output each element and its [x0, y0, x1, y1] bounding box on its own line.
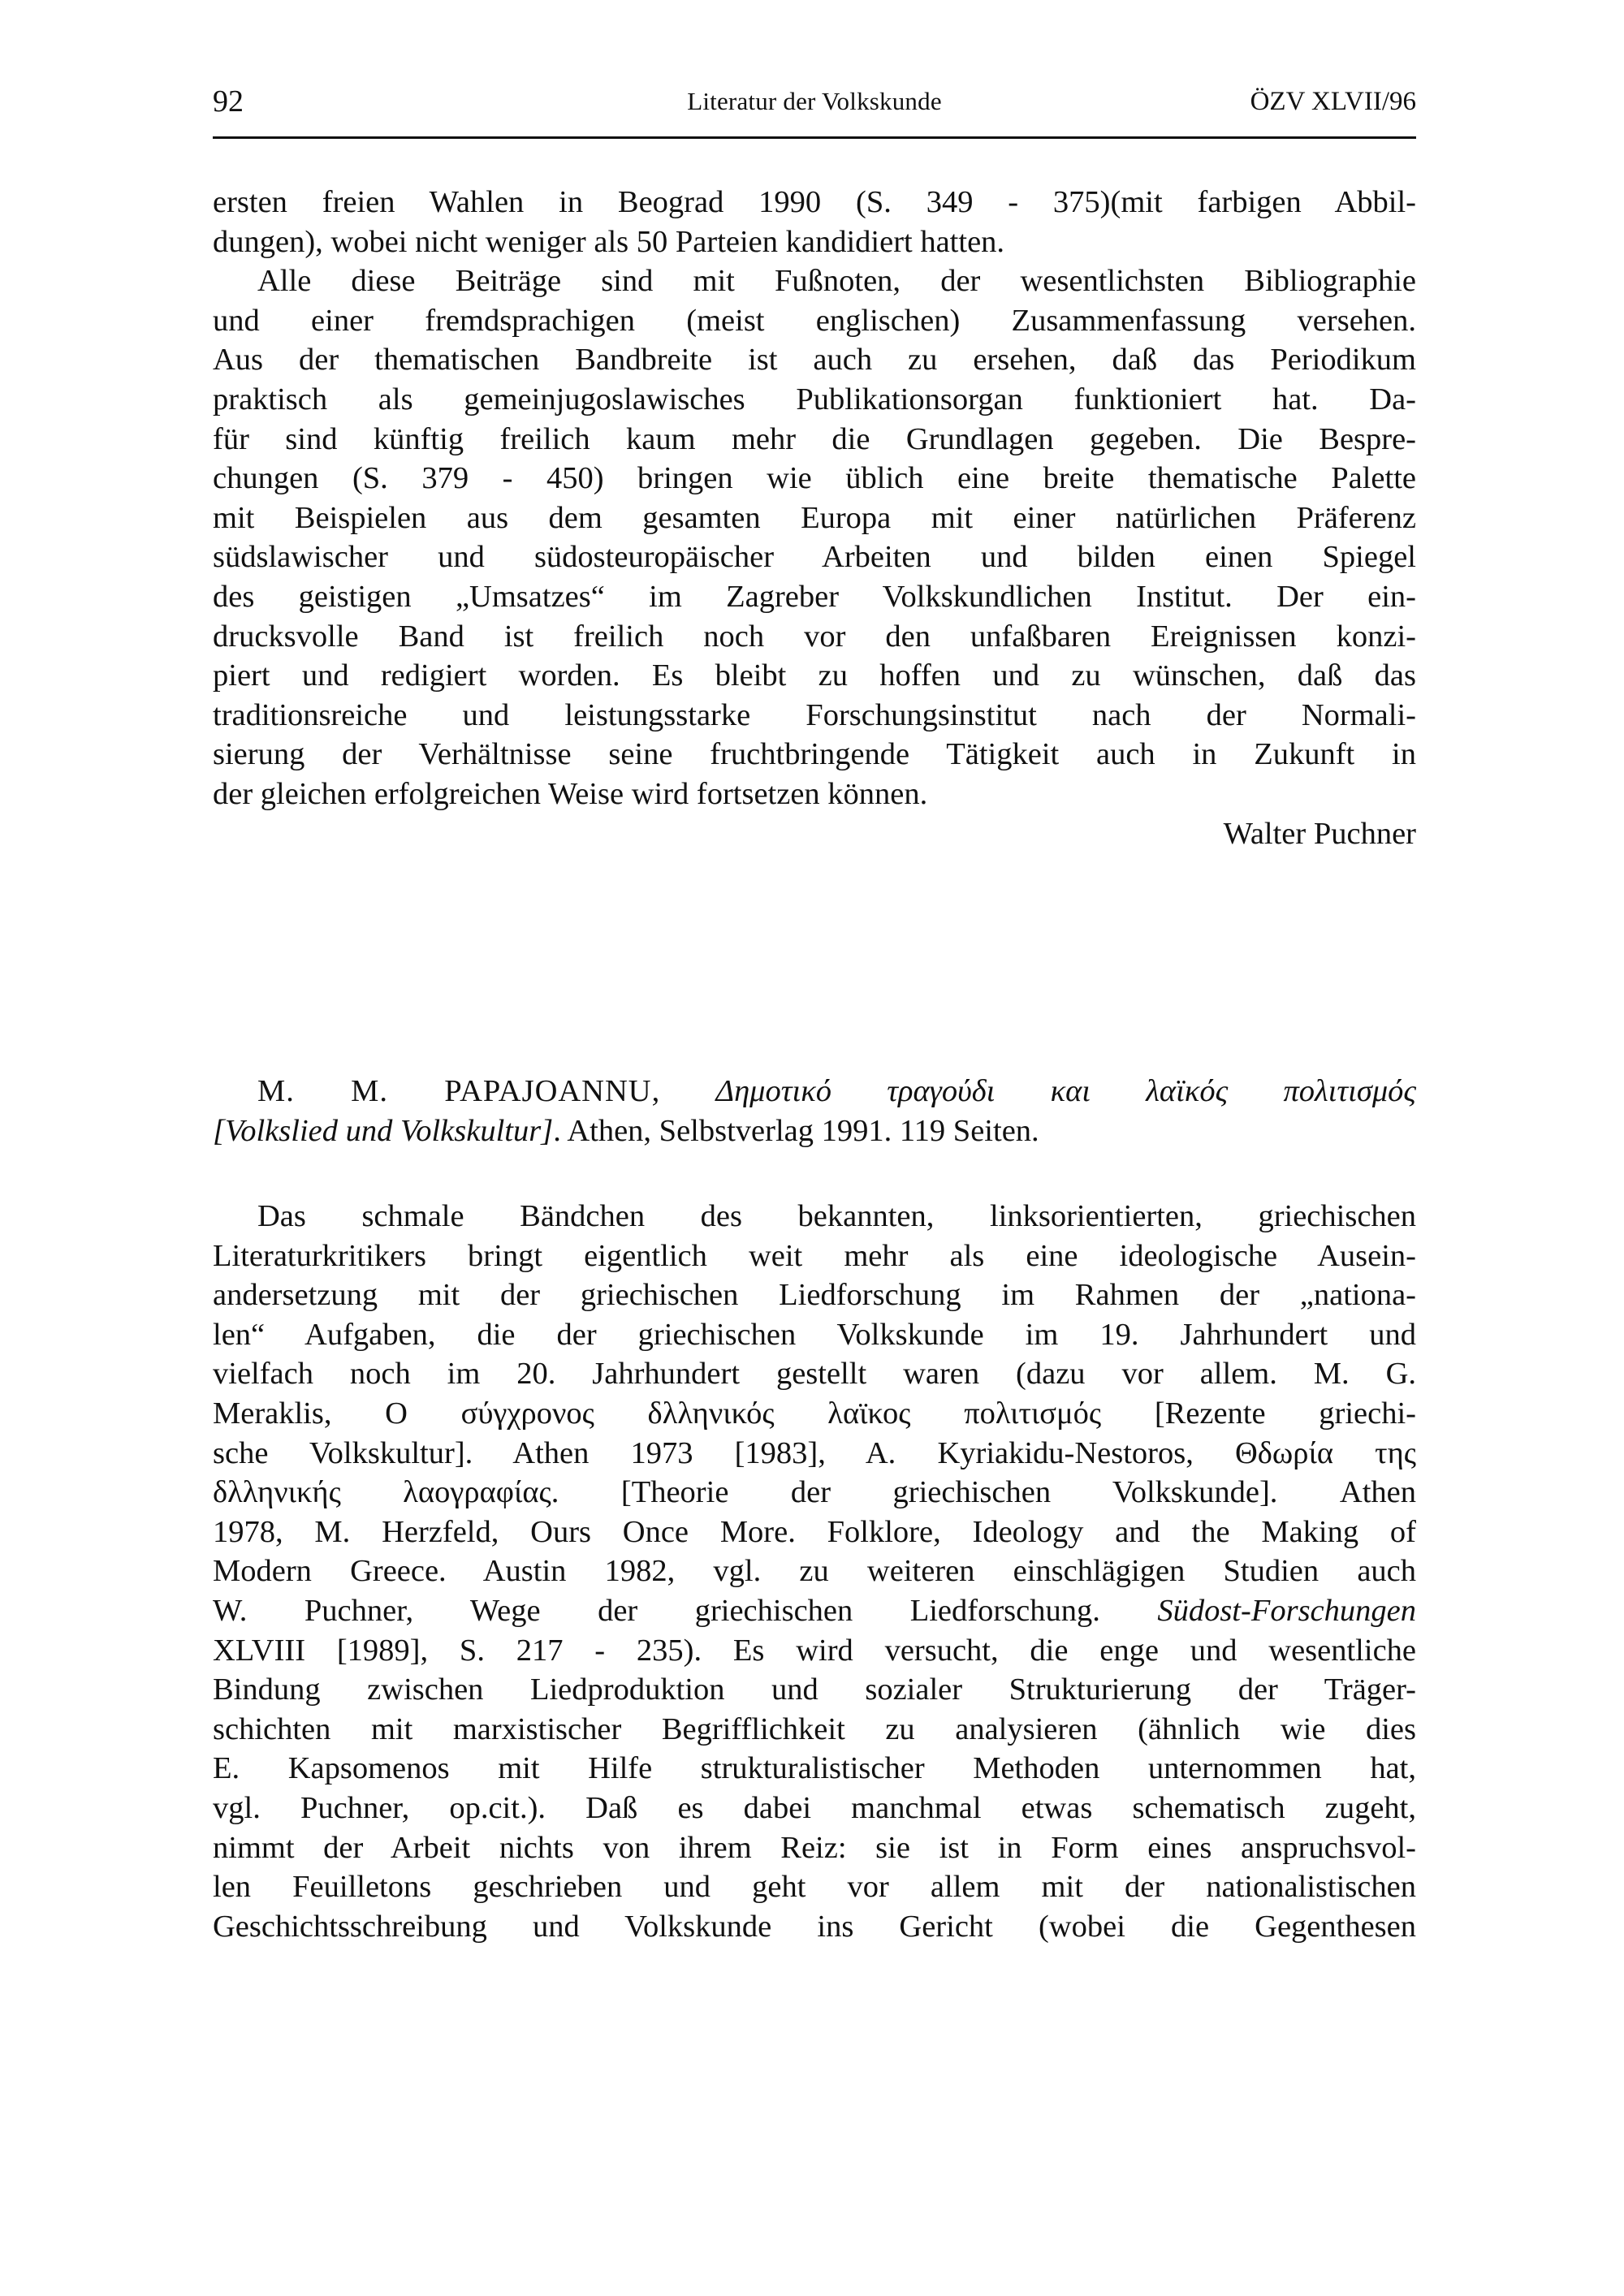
- text-line: sche Volkskultur]. Athen 1973 [1983], A. Kyriakidu-Nestoros, Θδωρία της: [213, 1435, 1416, 1470]
- text-line: südslawischer und südosteuropäischer Arbeiten und bilden einen Spiegel: [213, 540, 1416, 575]
- text-line: Literaturkritikers bringt eigentlich weit mehr als eine ideologische Ausein-: [213, 1238, 1416, 1273]
- journal-reference: ÖZV XLVII/96: [1250, 87, 1416, 116]
- text-line: [213, 1591, 1416, 1631]
- text-line: drucksvolle Band ist freilich noch vor den unfaßbaren Ereignissen konzi-: [213, 619, 1416, 654]
- text-line: mit Beispielen aus dem gesamten Europa mit einer natürlichen Präferenz: [213, 500, 1416, 535]
- translated-title: [Volkslied und Volkskultur]: [213, 1113, 554, 1148]
- text-line: andersetzung mit der griechischen Liedforschung im Rahmen der „nationa-: [213, 1278, 1416, 1313]
- text-line: 1978, M. Herzfeld, Ours Once More. Folklore, Ideology and the Making of: [213, 1514, 1416, 1549]
- running-head: [213, 81, 1416, 122]
- citation-line: [213, 1111, 1416, 1151]
- section-title: Literatur der Volkskunde: [687, 87, 942, 115]
- text-line: für sind künftig freilich kaum mehr die Grundlagen gegeben. Die Bespre-: [213, 421, 1416, 456]
- text-line: Alle diese Beiträge sind mit Fußnoten, der wesentlichsten Bibliographie: [257, 264, 1416, 299]
- review-1-body: [213, 183, 1416, 853]
- text-line: vgl. Puchner, op.cit.). Daß es dabei manchmal etwas schematisch zugeht,: [213, 1790, 1416, 1825]
- text-line: piert und redigiert worden. Es bleibt zu hoffen und zu wünschen, daß das: [213, 658, 1416, 693]
- text-line: Aus der thematischen Bandbreite ist auch zu ersehen, daß das Periodikum: [213, 343, 1416, 378]
- text-line: praktisch als gemeinjugoslawisches Publikationsorgan funktioniert hat. Da-: [213, 382, 1416, 416]
- text-line: der gleichen erfolgreichen Weise wird fortsetzen können.: [213, 776, 928, 811]
- greek-title: Δημοτικό τραγούδι και λαϊκός πολιτισμός: [715, 1074, 1417, 1108]
- text-line: len“ Aufgaben, die der griechischen Volkskunde im 19. Jahrhundert und: [213, 1317, 1416, 1352]
- text-line: und einer fremdsprachigen (meist englischen) Zusammenfassung versehen.: [213, 303, 1416, 338]
- journal-title-italic: Südost-Forschungen: [1157, 1593, 1416, 1628]
- text-line: len Feuilletons geschrieben und geht vor allem mit der nationalistischen: [213, 1870, 1416, 1905]
- review-2-citation: [213, 1072, 1416, 1150]
- publication-info: . Athen, Selbstverlag 1991. 119 Seiten.: [553, 1113, 1039, 1148]
- review-2-body: [213, 1197, 1416, 1946]
- text-line: E. Kapsomenos mit Hilfe strukturalistischer Methoden unternommen hat,: [213, 1751, 1416, 1786]
- text-line: chungen (S. 379 - 450) bringen wie üblich eine breite thematische Palette: [213, 461, 1416, 496]
- text-line: schichten mit marxistischer Begrifflichkeit zu analysieren (ähnlich wie dies: [213, 1711, 1416, 1746]
- text-line: ersten freien Wahlen in Beograd 1990 (S. 349 - 375)(mit farbigen Abbil-: [213, 185, 1416, 219]
- text-line: Modern Greece. Austin 1982, vgl. zu weiteren einschlägigen Studien auch: [213, 1554, 1416, 1589]
- citation-line: [213, 1072, 1416, 1111]
- text-line: des geistigen „Umsatzes“ im Zagreber Volkskundlichen Institut. Der ein-: [213, 579, 1416, 614]
- document-page: [213, 0, 1416, 2296]
- text-line: nimmt der Arbeit nichts von ihrem Reiz: sie ist in Form eines anspruchsvol-: [213, 1830, 1416, 1865]
- review-author: M. M. PAPAJOANNU,: [257, 1074, 661, 1108]
- text-line: Das schmale Bändchen des bekannten, linksorientierten, griechischen: [257, 1199, 1416, 1233]
- text-line: Bindung zwischen Liedproduktion und sozialer Strukturierung der Träger-: [213, 1672, 1416, 1707]
- page-number: 92: [213, 84, 244, 119]
- text-line: XLVIII [1989], S. 217 - 235). Es wird versucht, die enge und wesentliche: [213, 1633, 1416, 1668]
- text-segment: W. Puchner, Wege der griechischen Liedforschung.: [213, 1593, 1100, 1628]
- text-line: δλληνικής λαογραφίας. [Theorie der griechischen Volkskunde]. Athen: [213, 1475, 1416, 1510]
- text-line: Geschichtsschreibung und Volkskunde ins Gericht (wobei die Gegenthesen: [213, 1909, 1416, 1944]
- review-1-signature: Walter Puchner: [1223, 816, 1416, 851]
- header-rule: [213, 136, 1416, 139]
- text-line: sierung der Verhältnisse seine fruchtbringende Tätigkeit auch in Zukunft in: [213, 737, 1416, 772]
- text-line: vielfach noch im 20. Jahrhundert gestellt waren (dazu vor allem. M. G.: [213, 1357, 1416, 1392]
- text-line: traditionsreiche und leistungsstarke Forschungsinstitut nach der Normali-: [213, 697, 1416, 732]
- text-line: Meraklis, Ο σύγχρονος δλληνικός λαϊκος πολιτισμός [Rezente griechi-: [213, 1396, 1416, 1431]
- text-line: dungen), wobei nicht weniger als 50 Parteien kandidiert hatten.: [213, 224, 1005, 259]
